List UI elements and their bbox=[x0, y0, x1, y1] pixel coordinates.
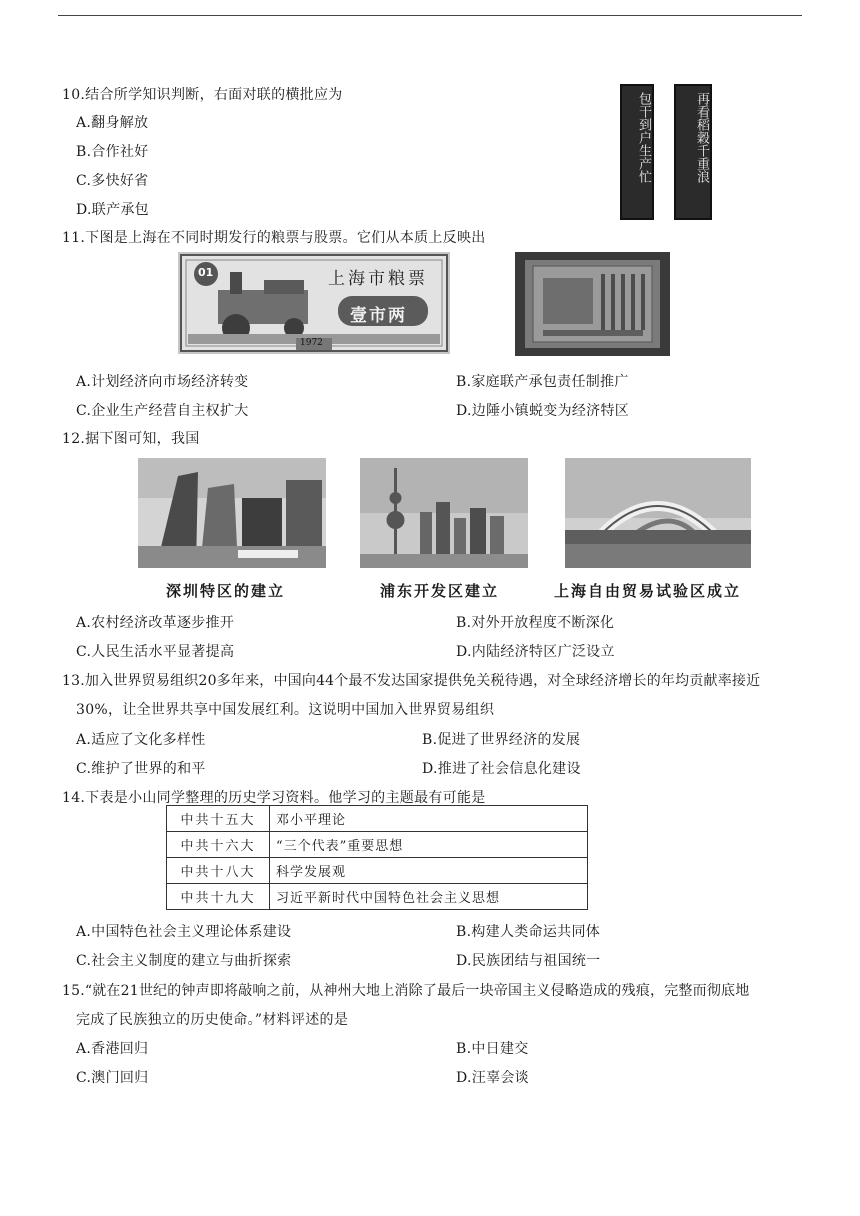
question-15-option-c[interactable]: C.澳门回归 bbox=[76, 1070, 149, 1086]
question-14-option-b[interactable]: B.构建人类命运共同体 bbox=[456, 924, 601, 940]
header-rule bbox=[58, 15, 802, 16]
question-10-option-b[interactable]: B.合作社好 bbox=[76, 144, 149, 160]
question-11-option-d[interactable]: D.边陲小镇蜕变为经济特区 bbox=[456, 403, 630, 419]
table-row bbox=[167, 858, 588, 884]
question-14-stem: 14.下表是小山同学整理的历史学习资料。他学习的主题最有可能是 bbox=[62, 790, 486, 806]
stock-certificate-image bbox=[515, 252, 670, 356]
table-cell-congress: 中共十六大 bbox=[167, 832, 270, 858]
question-10-option-d[interactable]: D.联产承包 bbox=[76, 202, 149, 218]
question-15-option-d[interactable]: D.汪辜会谈 bbox=[456, 1070, 529, 1086]
question-13-option-c[interactable]: C.维护了世界的和平 bbox=[76, 761, 206, 777]
question-11-stem: 11.下图是上海在不同时期发行的粮票与股票。它们从本质上反映出 bbox=[62, 230, 486, 246]
table-cell-theory: “三个代表”重要思想 bbox=[270, 832, 588, 858]
table-cell-theory: 邓小平理论 bbox=[270, 806, 588, 832]
question-13-stem-line1: 13.加入世界贸易组织20多年来，中国向44个最不发达国家提供免关税待遇，对全球经济增长的年均贡献率接近 bbox=[62, 673, 761, 689]
question-13-option-b[interactable]: B.促进了世界经济的发展 bbox=[422, 732, 581, 748]
question-11-option-c[interactable]: C.企业生产经营自主权扩大 bbox=[76, 403, 249, 419]
question-12-option-a[interactable]: A.农村经济改革逐步推开 bbox=[76, 615, 235, 631]
ticket-amount: 壹市两 bbox=[350, 306, 407, 326]
grain-ticket-image bbox=[178, 252, 450, 354]
table-cell-theory: 科学发展观 bbox=[270, 858, 588, 884]
shenzhen-photo bbox=[138, 458, 326, 568]
table-row bbox=[167, 832, 588, 858]
caption-ftz: 上海自由贸易试验区成立 bbox=[554, 582, 742, 600]
table-row bbox=[167, 806, 588, 832]
question-12-stem: 12.据下图可知，我国 bbox=[62, 431, 200, 447]
table-cell-theory: 习近平新时代中国特色社会主义思想 bbox=[270, 884, 588, 910]
couplet-left-scroll bbox=[620, 84, 654, 220]
question-10-stem: 10.结合所学知识判断，右面对联的横批应为 bbox=[62, 87, 343, 103]
question-15-stem-line1: 15.“就在21世纪的钟声即将敲响之前，从神州大地上消除了最后一块帝国主义侵略造成的残痕，完整而彻底地 bbox=[62, 983, 750, 999]
table-cell-congress: 中共十五大 bbox=[167, 806, 270, 832]
ticket-number: 01 bbox=[198, 266, 214, 279]
question-13-option-d[interactable]: D.推进了社会信息化建设 bbox=[422, 761, 581, 777]
question-15-stem-line2: 完成了民族独立的历史使命。”材料评述的是 bbox=[76, 1012, 349, 1028]
question-12-option-b[interactable]: B.对外开放程度不断深化 bbox=[456, 615, 615, 631]
question-11-option-a[interactable]: A.计划经济向市场经济转变 bbox=[76, 374, 249, 390]
caption-shenzhen: 深圳特区的建立 bbox=[166, 582, 286, 600]
pudong-photo bbox=[360, 458, 528, 568]
table-cell-congress: 中共十八大 bbox=[167, 858, 270, 884]
caption-pudong: 浦东开发区建立 bbox=[380, 582, 500, 600]
question-10-option-c[interactable]: C.多快好省 bbox=[76, 173, 149, 189]
question-15-option-b[interactable]: B.中日建交 bbox=[456, 1041, 529, 1057]
table-cell-congress: 中共十九大 bbox=[167, 884, 270, 910]
question-13-option-a[interactable]: A.适应了文化多样性 bbox=[76, 732, 206, 748]
question-14-option-d[interactable]: D.民族团结与祖国统一 bbox=[456, 953, 601, 969]
question-12-option-d[interactable]: D.内陆经济特区广泛设立 bbox=[456, 644, 615, 660]
table-row bbox=[167, 884, 588, 910]
question-10-option-a[interactable]: A.翻身解放 bbox=[76, 115, 149, 131]
ticket-title: 上海市粮票 bbox=[328, 269, 428, 289]
question-14-option-c[interactable]: C.社会主义制度的建立与曲折探索 bbox=[76, 953, 292, 969]
history-table bbox=[166, 805, 588, 910]
question-11-option-b[interactable]: B.家庭联产承包责任制推广 bbox=[456, 374, 629, 390]
couplet-left-text: 包干到户生产忙 bbox=[636, 92, 651, 183]
question-15-option-a[interactable]: A.香港回归 bbox=[76, 1041, 149, 1057]
couplet-right-text: 再看稻穀千重浪 bbox=[694, 92, 709, 183]
question-12-option-c[interactable]: C.人民生活水平显著提高 bbox=[76, 644, 235, 660]
ftz-photo bbox=[565, 458, 751, 568]
couplet-right-scroll bbox=[674, 84, 712, 220]
question-14-option-a[interactable]: A.中国特色社会主义理论体系建设 bbox=[76, 924, 292, 940]
question-13-stem-line2: 30%，让全世界共享中国发展红利。这说明中国加入世界贸易组织 bbox=[76, 702, 495, 718]
ticket-year: 1972 bbox=[300, 338, 323, 348]
